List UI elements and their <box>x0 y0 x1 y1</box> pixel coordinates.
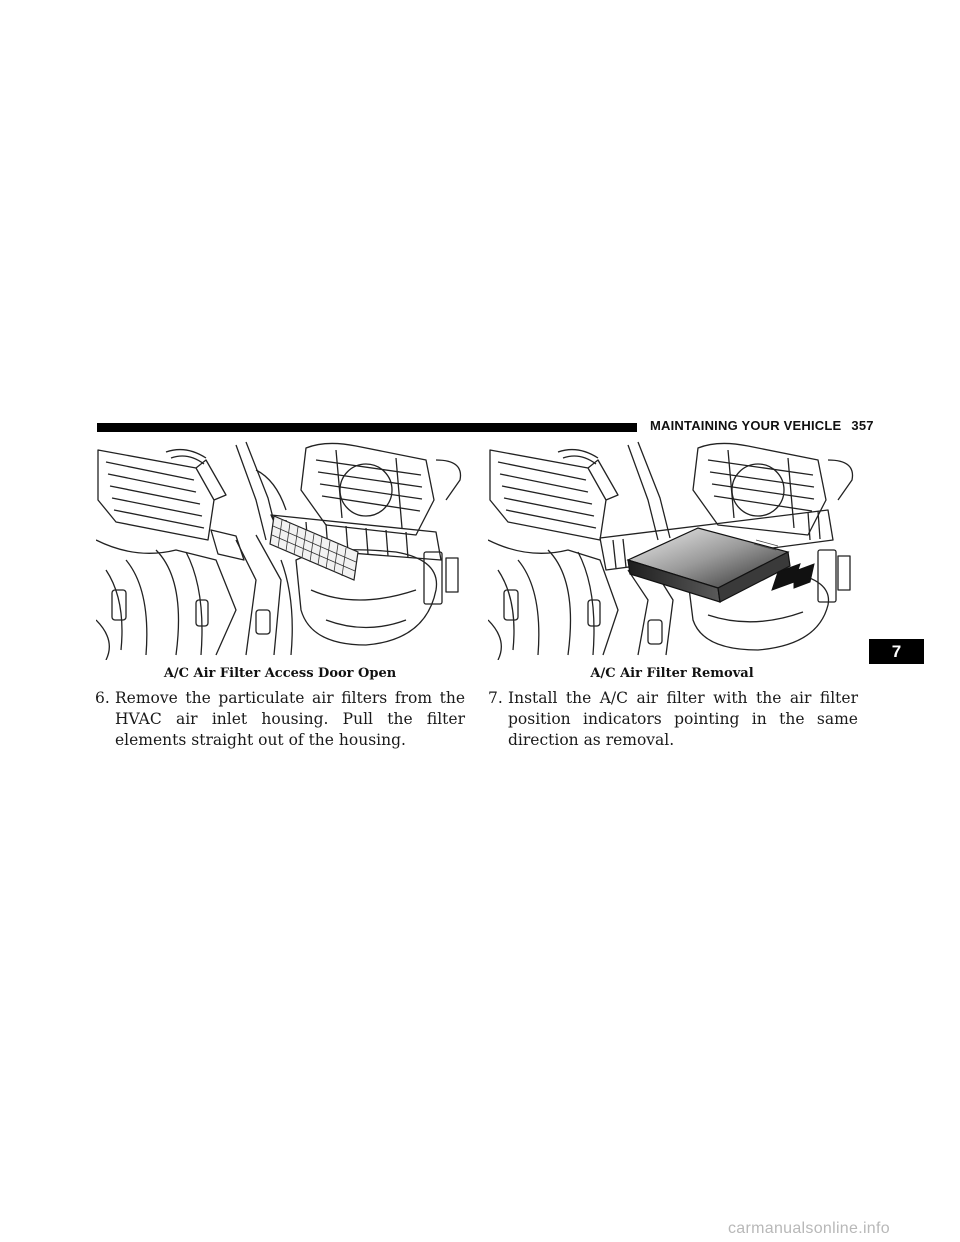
instruction-step <box>488 688 858 751</box>
figure-caption: A/C Air Filter Removal <box>590 666 754 681</box>
page-number: 357 <box>851 418 874 433</box>
step-text: Remove the particulate air filters from the HVAC air inlet housing. Pull the filter elements straight out of the housing. <box>115 689 465 749</box>
instruction-step <box>95 688 465 751</box>
watermark: carmanualsonline.info <box>728 1220 890 1237</box>
illustration-filter-removal <box>488 440 856 660</box>
step-number: 6. <box>95 689 110 707</box>
step-text: Install the A/C air filter with the air filter position indicators pointing in the same direction as removal. <box>508 689 858 749</box>
section-title: MAINTAINING YOUR VEHICLE <box>650 418 842 433</box>
chapter-tab: 7 <box>869 639 924 664</box>
step-number: 7. <box>488 689 503 707</box>
illustration-access-door-open <box>96 440 464 660</box>
header-rule <box>97 423 637 432</box>
page-header <box>650 418 874 433</box>
figure-caption: A/C Air Filter Access Door Open <box>163 666 397 681</box>
